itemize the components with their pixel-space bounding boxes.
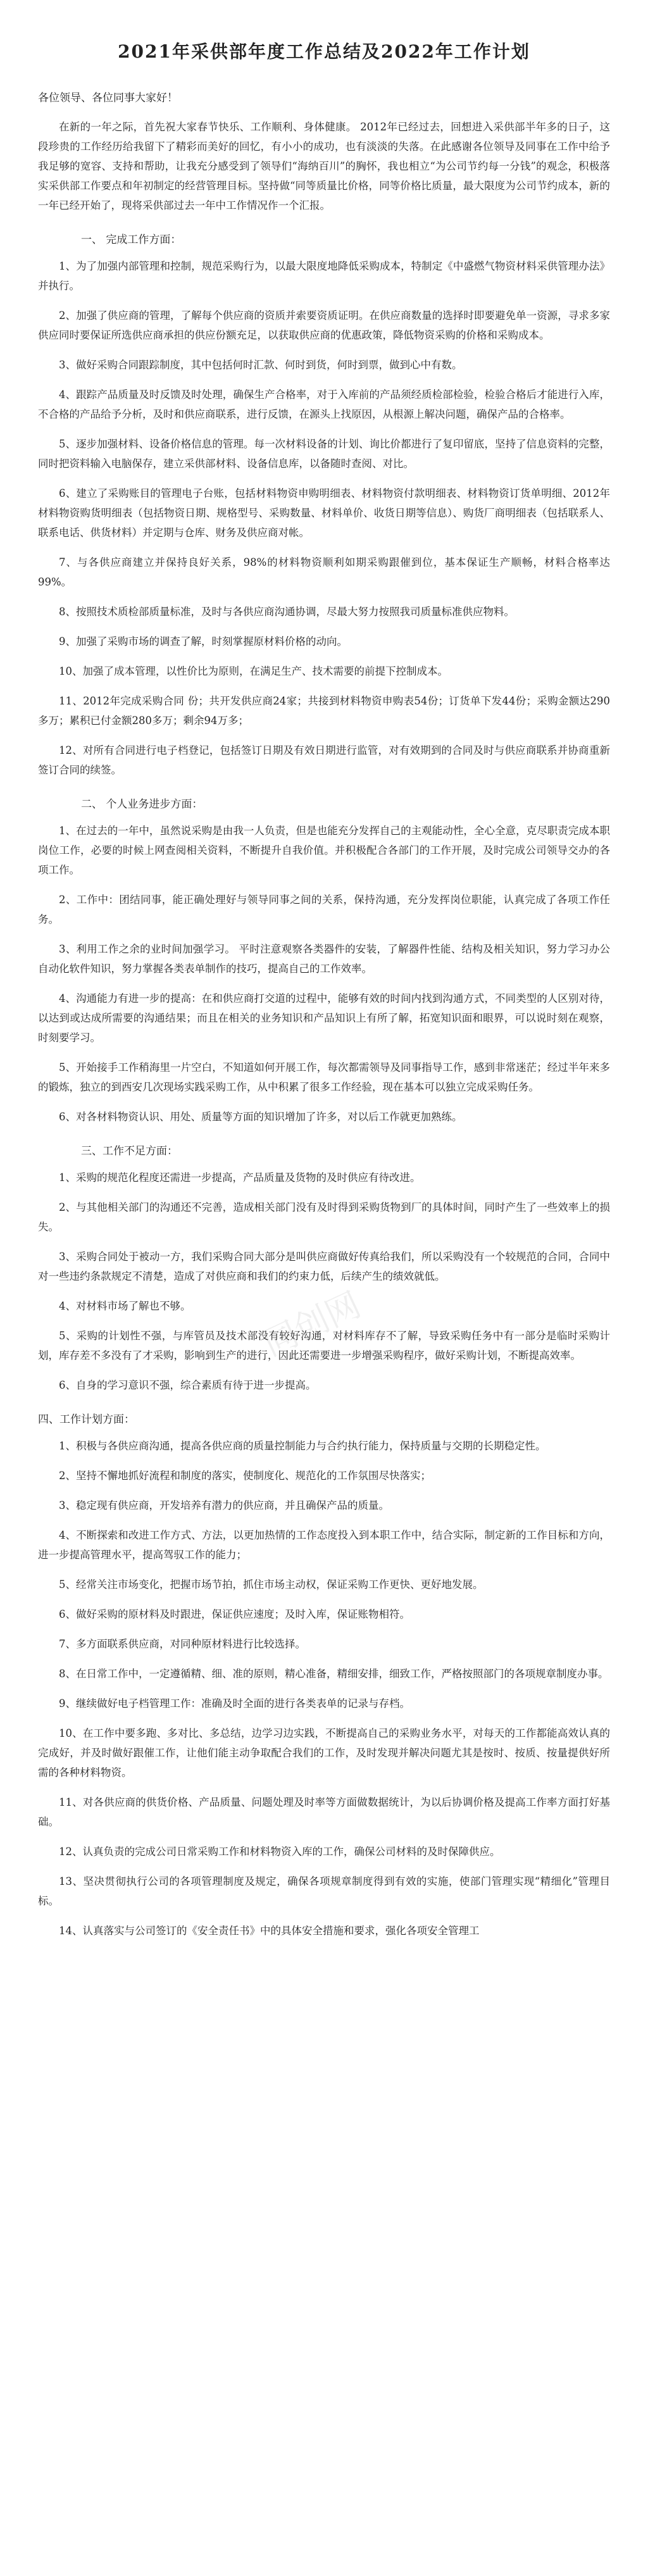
paragraph: 3、采购合同处于被动一方，我们采购合同大部分是叫供应商做好传真给我们，所以采购没有一个较规范的合同，合同中对一些违约条款规定不清楚，造成了对供应商和我们的约束力低，后续产生的绩效就低。 (38, 1251, 610, 1282)
intro-section (38, 117, 610, 215)
paragraph: 4、沟通能力有进一步的提高：在和供应商打交道的过程中，能够有效的时间内找到沟通方式，不同类型的人区别对待，以达到或达成所需要的沟通结果；而且在相关的业务知识和产品知识上有所了解，拓宽知识面和眼界，可以说时刻在观察，时刻要学习。 (38, 992, 610, 1044)
section-personal-progress (38, 821, 610, 1127)
paragraph: 8、在日常工作中，一定遵循精、细、准的原则，精心准备，精细安排，细致工作，严格按照部门的各项规章制度办事。 (59, 1668, 609, 1680)
paragraph: 10、在工作中要多跑、多对比、多总结，边学习边实践，不断提高自己的采购业务水平，对每天的工作都能高效认真的完成好，并及时做好跟催工作，让他们能主动争取配合我们的工作，及时发现并解决问题尤其是按时、按质、按量提供好所需的各种材料物资。 (38, 1727, 610, 1779)
document-title: 2021年采供部年度工作总结及2022年工作计划 (118, 41, 530, 62)
section-heading-work-plan: 四、工作计划方面： (38, 1413, 135, 1426)
paragraph: 14、认真落实与公司签订的《安全责任书》中的具体安全措施和要求，强化各项安全管理工 (59, 1925, 480, 1937)
paragraph: 13、坚决贯彻执行公司的各项管理制度及规定，确保各项规章制度得到有效的实施，使部门管理实现“精细化”管理目标。 (38, 1875, 610, 1907)
paragraph: 5、开始接手工作稍海里一片空白，不知道如何开展工作，每次都需领导及同事指导工作，感到非常迷茫；经过半年来多的锻炼，独立的到西安几次现场实践采购工作，从中积累了很多工作经验，现在基本可以独立完成采购任务。 (38, 1061, 610, 1093)
paragraph: 2、加强了供应商的管理，了解每个供应商的资质并索要资质证明。在供应商数量的选择时即要避免单一资源，寻求多家供应同时要保证所选供应商承担的供应份额充足，以获取供应商的优惠政策，降低物资采购的价格和采购成本。 (38, 309, 610, 341)
paragraph: 10、加强了成本管理，以性价比为原则，在满足生产、技术需要的前提下控制成本。 (59, 665, 448, 677)
section-heading-personal-progress: 二、 个人业务进步方面： (81, 798, 203, 811)
paragraph: 6、自身的学习意识不强，综合素质有待于进一步提高。 (59, 1379, 316, 1391)
paragraph: 6、做好采购的原材料及时跟进，保证供应速度；及时入库，保证账物相符。 (59, 1608, 410, 1620)
paragraph: 4、对材料市场了解也不够。 (59, 1300, 191, 1312)
section-heading-completed-work: 一、 完成工作方面： (81, 234, 182, 246)
paragraph: 5、采购的计划性不强，与库管员及技术部没有较好沟通，对材料库存不了解，导致采购任务中有一部分是临时采购计划，库存差不多没有了才采购，影响到生产的进行，因此还需要进一步增强采购程序，做好采购计划，不断提高效率。 (38, 1330, 610, 1361)
greeting: 各位领导、各位同事大家好！ (38, 92, 178, 104)
paragraph: 9、继续做好电子档管理工作：准确及时全面的进行各类表单的记录与存档。 (59, 1698, 410, 1710)
paragraph: 12、认真负责的完成公司日常采购工作和材料物资入库的工作，确保公司材料的及时保障供应。 (59, 1846, 501, 1858)
paragraph: 8、按照技术质检部质量标准，及时与各供应商沟通协调，尽最大努力按照我司质量标准供应物料。 (59, 606, 514, 618)
section-completed-work (38, 256, 610, 780)
paragraph: 2、工作中：团结同事，能正确处理好与领导同事之间的关系，保持沟通，充分发挥岗位职能，认真完成了各项工作任务。 (38, 894, 610, 925)
paragraph: 11、2012年完成采购合同 份；共开发供应商24家；共接到材料物资申购表54份；订货单下发44份；采购金额达290多万；累积已付金额280多万；剩余94万多； (38, 695, 610, 727)
section-shortcomings (38, 1168, 610, 1395)
paragraph: 7、与各供应商建立并保持良好关系，98%的材料物资顺利如期采购跟催到位，基本保证生产顺畅，材料合格率达99%。 (38, 556, 610, 588)
paragraph: 3、利用工作之余的业时间加强学习。 平时注意观察各类器件的安装，了解器件性能、结构及相关知识，努力学习办公自动化软件知识，努力掌握各类表单制作的技巧，提高自己的工作效率。 (38, 943, 610, 975)
paragraph: 11、对各供应商的供货价格、产品质量、问题处理及时率等方面做数据统计，为以后协调价格及提高工作率方面打好基础。 (38, 1796, 610, 1828)
paragraph: 6、建立了采购账目的管理电子台账，包括材料物资申购明细表、材料物资付款明细表、材料物资订货单明细、2012年材料物资购货明细表（包括物资日期、规格型号、采购数量、材料单价、收货日期等信息）、购货厂商明细表（包括联系人、联系电话、供货材料）并定期与仓库、财务及供应商对帐。 (38, 487, 610, 539)
paragraph: 5、逐步加强材料、设备价格信息的管理。每一次材料设备的计划、询比价都进行了复印留底，坚持了信息资料的完整，同时把资料输入电脑保存，建立采供部材料、设备信息库，以备随时查阅、对比。 (38, 438, 610, 470)
section-heading-shortcomings: 三、工作不足方面： (81, 1145, 178, 1158)
paragraph: 9、加强了采购市场的调查了解，时刻掌握原材料价格的动向。 (59, 635, 347, 647)
section-work-plan (38, 1436, 610, 1941)
paragraph: 3、做好采购合同跟踪制度，其中包括何时汇款、何时到货，何时到票，做到心中有数。 (59, 359, 463, 371)
paragraph: 12、对所有合同进行电子档登记，包括签订日期及有效日期进行监管，对有效期到的合同及时与供应商联系并协商重新签订合同的续签。 (38, 744, 610, 776)
paragraph: 2、与其他相关部门的沟通还不完善，造成相关部门没有及时得到采购货物到厂的具体时间，同时产生了一些效率上的损失。 (38, 1201, 610, 1233)
watermark-logo: 同创网 (256, 1284, 367, 1364)
paragraph: 5、经常关注市场变化，把握市场节拍，抓住市场主动权，保证采购工作更快、更好地发展。 (59, 1579, 483, 1591)
paragraph: 3、稳定现有供应商，开发培养有潜力的供应商，并且确保产品的质量。 (59, 1499, 389, 1511)
paragraph: 4、不断探索和改进工作方式、方法，以更加热情的工作态度投入到本职工作中，结合实际，制定新的工作目标和方向，进一步提高管理水平，提高驾驭工作的能力； (38, 1529, 610, 1561)
paragraph: 4、跟踪产品质量及时反馈及时处理，确保生产合格率，对于入库前的产品须经质检部检验，检验合格后才能进行入库，不合格的产品给予分析，及时和供应商联系，进行反馈，在源头上找原因，从根源上解决问题，确保产品的合格率。 (38, 389, 610, 420)
paragraph: 1、积极与各供应商沟通，提高各供应商的质量控制能力与合约执行能力，保持质量与交期的长期稳定性。 (59, 1440, 546, 1452)
paragraph: 6、对各材料物资认识、用处、质量等方面的知识增加了许多，对以后工作就更加熟练。 (59, 1111, 463, 1123)
paragraph: 1、在过去的一年中，虽然说采购是由我一人负责，但是也能充分发挥自己的主观能动性，全心全意，克尽职责完成本职岗位工作，必要的时候上网查阅相关资料，不断提升自我价值。并积极配合各部门的工作开展，及时完成公司领导交办的各项工作。 (38, 825, 610, 876)
paragraph: 7、多方面联系供应商，对同种原材料进行比较选择。 (59, 1638, 306, 1650)
paragraph: 在新的一年之际，首先祝大家春节快乐、工作顺利、身体健康。 2012年已经过去，回想进入采供部半年多的日子，这段珍贵的工作经历给我留下了精彩而美好的回忆，有小小的成功，也有淡淡的失落。在此感谢各位领导及同事在工作中给予我足够的宽容、支持和帮助，让我充分感受到了领导们“海纳百川”的胸怀，我也相立“为公司节约每一分钱”的观念，积极落实采供部工作要点和年初制定的经营管理目标。坚持做“同等质量比价格，同等价格比质量，最大限度为公司节约成本，新的一年已经开始了，现将采供部过去一年中工作情况作一个汇报。 (38, 121, 610, 211)
paragraph: 1、为了加强内部管理和控制，规范采购行为，以最大限度地降低采购成本，特制定《中盛燃气物资材料采供管理办法》并执行。 (38, 260, 610, 292)
paragraph: 1、采购的规范化程度还需进一步提高，产品质量及货物的及时供应有待改进。 (59, 1172, 421, 1184)
paragraph: 2、坚持不懈地抓好流程和制度的落实，使制度化、规范化的工作氛围尽快落实； (59, 1470, 431, 1482)
